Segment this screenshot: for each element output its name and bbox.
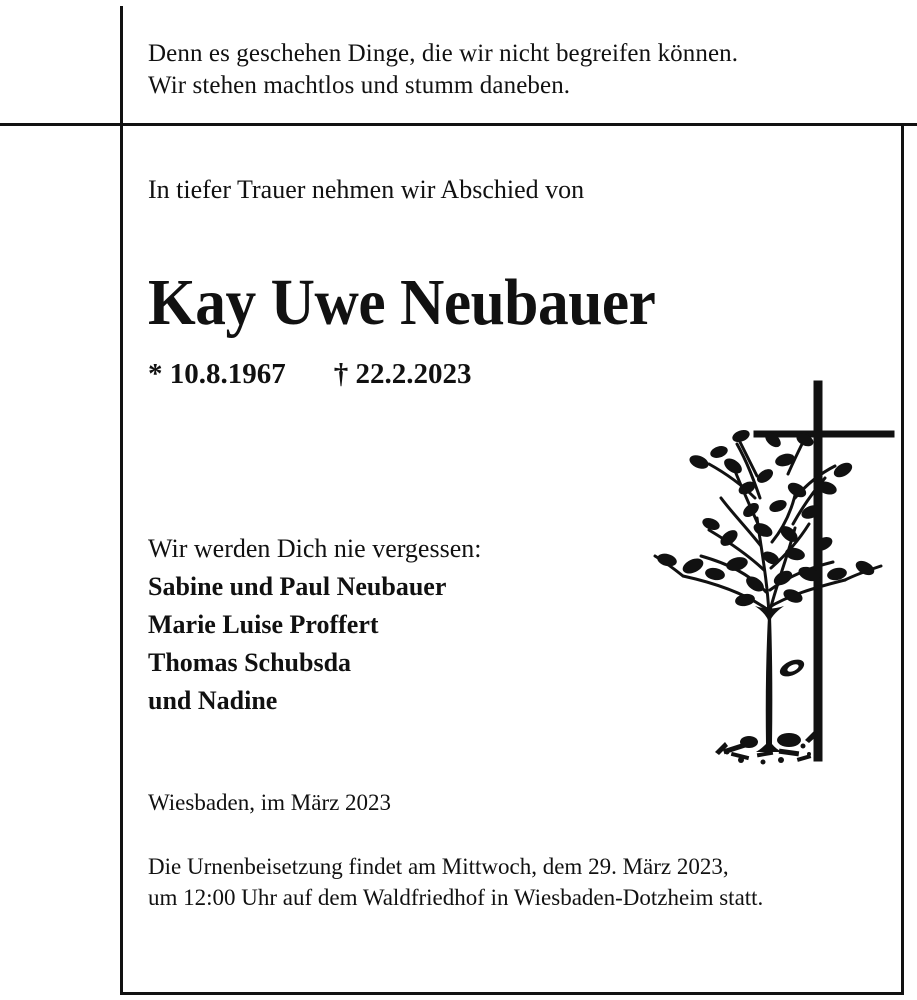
service-info [148,851,888,913]
epigraph [148,38,878,102]
tree-branches [655,434,881,614]
service-line-1: Die Urnenbeisetzung findet am Mittwoch, dem 29. März 2023, [148,854,729,879]
survivor-name: Marie Luise Proffert [148,610,379,639]
falling-leaf [777,656,806,680]
notice-border-right [901,123,904,995]
survivor-name: Thomas Schubsda [148,648,352,677]
service-line-2: um 12:00 Uhr auf dem Waldfriedhof in Wiesbaden-Dotzheim statt. [148,885,764,910]
tree-cross-graphic [637,378,897,768]
cross-dagger-icon: † [333,358,349,390]
birth-date-group [148,358,286,390]
death-date: 22.2.2023 [355,358,472,390]
life-dates [148,356,472,392]
column-rule-vertical [120,6,123,995]
tree-trunk [756,616,782,752]
intro-text: In tiefer Trauer nehmen wir Abschied von [148,175,585,204]
tree-with-cross-illustration [637,378,897,768]
survivor-name: und Nadine [148,686,278,715]
birth-star-icon: * [148,358,163,390]
farewell-block [148,530,618,720]
epigraph-line-1: Denn es geschehen Dinge, die wir nicht begreifen können. [148,40,739,67]
farewell-lead: Wir werden Dich nie vergessen: [148,534,482,563]
notice-border-bottom [120,992,904,995]
epigraph-line-2: Wir stehen machtlos und stumm daneben. [148,72,571,99]
deceased-name: Kay Uwe Neubauer [148,266,656,339]
birth-date: 10.8.1967 [169,358,286,390]
place-and-date: Wiesbaden, im März 2023 [148,790,392,815]
death-date-group [334,358,472,390]
survivor-name: Sabine und Paul Neubauer [148,572,447,601]
